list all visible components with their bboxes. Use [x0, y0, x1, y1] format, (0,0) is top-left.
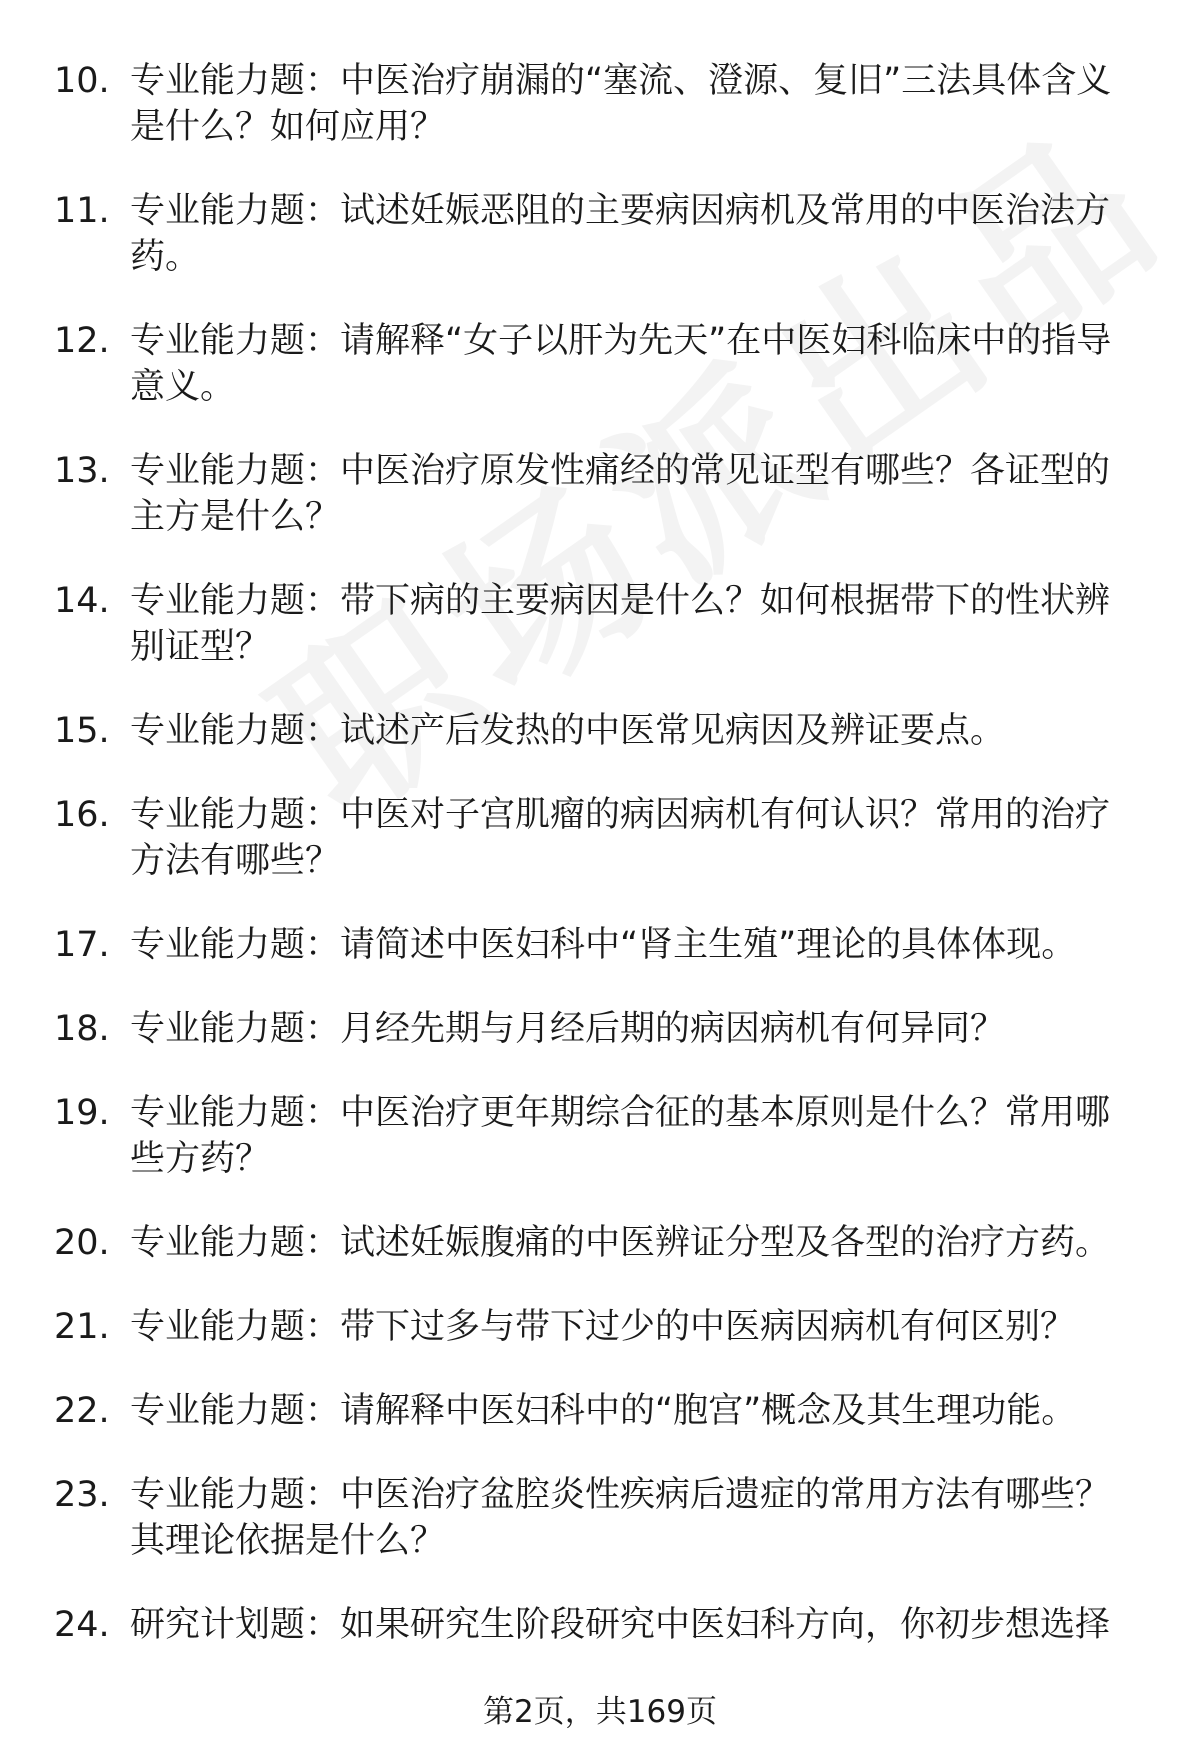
question-item	[0, 1090, 1200, 1182]
question-item	[0, 1220, 1200, 1266]
question-item	[0, 792, 1200, 884]
question-number: 20.	[54, 1223, 110, 1263]
question-text: 专业能力题：中医治疗盆腔炎性疾病后遗症的常用方法有哪些？其理论依据是什么？	[130, 1475, 1111, 1561]
question-number: 17.	[54, 925, 110, 965]
question-text: 专业能力题：试述产后发热的中医常见病因及辨证要点。	[130, 711, 1006, 751]
question-number: 10.	[54, 61, 110, 101]
question-text: 专业能力题：月经先期与月经后期的病因病机有何异同？	[130, 1009, 1006, 1049]
question-number: 19.	[54, 1093, 110, 1133]
question-number: 12.	[54, 321, 110, 361]
question-number: 13.	[54, 451, 110, 491]
question-text: 专业能力题：试述妊娠腹痛的中医辨证分型及各型的治疗方药。	[130, 1223, 1111, 1263]
question-text: 专业能力题：中医对子宫肌瘤的病因病机有何认识？常用的治疗方法有哪些？	[130, 795, 1111, 881]
question-item	[0, 448, 1200, 540]
question-text: 专业能力题：中医治疗更年期综合征的基本原则是什么？常用哪些方药？	[130, 1093, 1111, 1179]
question-item	[0, 1602, 1200, 1648]
question-text: 专业能力题：请解释“女子以肝为先天”在中医妇科临床中的指导意义。	[130, 321, 1112, 407]
question-number: 15.	[54, 711, 110, 751]
question-item	[0, 922, 1200, 968]
question-text: 专业能力题：试述妊娠恶阻的主要病因病机及常用的中医治法方药。	[130, 191, 1111, 277]
question-number: 16.	[54, 795, 110, 835]
question-text: 专业能力题：请解释中医妇科中的“胞宫”概念及其生理功能。	[130, 1391, 1077, 1431]
question-item	[0, 318, 1200, 410]
question-item	[0, 1388, 1200, 1434]
question-item	[0, 1472, 1200, 1564]
question-text: 专业能力题：带下过多与带下过少的中医病因病机有何区别？	[130, 1307, 1076, 1347]
question-number: 11.	[54, 191, 110, 231]
question-item	[0, 1006, 1200, 1052]
question-item	[0, 1304, 1200, 1350]
question-text: 研究计划题：如果研究生阶段研究中医妇科方向，你初步想选择	[130, 1605, 1111, 1645]
question-number: 21.	[54, 1307, 110, 1347]
question-item	[0, 58, 1200, 150]
question-item	[0, 188, 1200, 280]
question-number: 14.	[54, 581, 110, 621]
question-text: 专业能力题：中医治疗原发性痛经的常见证型有哪些？各证型的主方是什么？	[130, 451, 1111, 537]
page-footer: 第2页，共169页	[483, 1694, 717, 1730]
question-number: 18.	[54, 1009, 110, 1049]
question-list	[0, 58, 1200, 1686]
question-text: 专业能力题：中医治疗崩漏的“塞流、澄源、复旧”三法具体含义是什么？如何应用？	[130, 61, 1112, 147]
question-number: 23.	[54, 1475, 110, 1515]
question-item	[0, 708, 1200, 754]
question-text: 专业能力题：请简述中医妇科中“肾主生殖”理论的具体体现。	[130, 925, 1077, 965]
question-item	[0, 578, 1200, 670]
question-number: 24.	[54, 1605, 110, 1645]
question-text: 专业能力题：带下病的主要病因是什么？如何根据带下的性状辨别证型？	[130, 581, 1111, 667]
question-number: 22.	[54, 1391, 110, 1431]
